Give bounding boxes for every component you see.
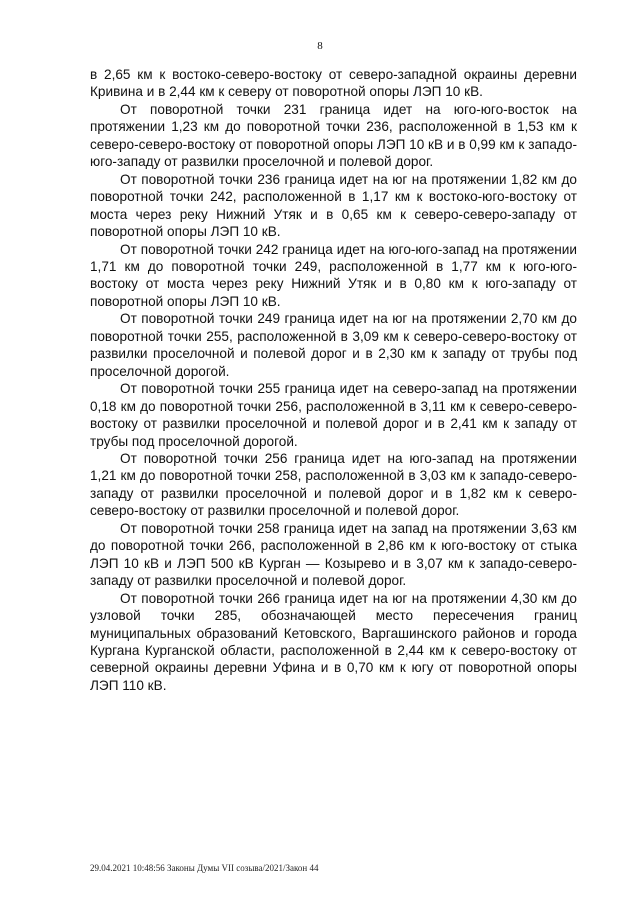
paragraph: От поворотной точки 256 граница идет на юго-запад на протяжении 1,21 км до поворотной точки 258, расположенной в 3,03 км к западо-северо-западу от развилки проселочной и полевой дорог и в 1,82 км к северо-северо-востоку от развилки проселочной и полевой дорог.: [90, 450, 577, 519]
paragraph: От поворотной точки 255 граница идет на северо-запад на протяжении 0,18 км до поворотной точки 256, расположенной в 3,11 км к северо-северо-востоку от развилки проселочной и полевой дорог и в 2,41 км к западу от трубы под проселочной дорогой.: [90, 381, 577, 449]
document-body: [90, 66, 577, 694]
page-number: 8: [317, 40, 323, 52]
paragraph: От поворотной точки 249 граница идет на юг на протяжении 2,70 км до поворотной точки 255, расположенной в 3,09 км к северо-северо-востоку от развилки проселочной и полевой дорог и в 2,30 км к западу от трубы под проселочной дорогой.: [90, 311, 577, 379]
paragraph: От поворотной точки 236 граница идет на юг на протяжении 1,82 км до поворотной точки 242, расположенной в 1,17 км к востоко-юго-востоку от моста через реку Нижний Утяк и в 0,65 км к северо-северо-западу от поворотной опоры ЛЭП 10 кВ.: [90, 171, 577, 240]
footer-stamp: 29.04.2021 10:48:56 Законы Думы VII созыва/2021/Закон 44: [90, 863, 319, 873]
paragraph: От поворотной точки 266 граница идет на юг на протяжении 4,30 км до узловой точки 285, обозначающей место пересечения границ муниципальных образований Кетовского, Варгашинского районов и города Кургана Курганской области, расположенной в 2,44 км к северо-востоку от северной окраины деревни Уфина и в 0,70 км к югу от поворотной опоры ЛЭП 110 кВ.: [90, 590, 577, 693]
paragraph: От поворотной точки 231 граница идет на юго-юго-восток на протяжении 1,23 км до поворотной точки 236, расположенной в 1,53 км к северо-северо-востоку от поворотной опоры ЛЭП 10 кВ и в 0,99 км к западо-юго-западу от развилки проселочной и полевой дорог.: [90, 101, 577, 170]
side-watermark: [617, 540, 623, 840]
paragraph: От поворотной точки 242 граница идет на юго-юго-запад на протяжении 1,71 км до поворотной точки 249, расположенной в 1,77 км к юго-юго-востоку от моста через реку Нижний Утяк и в 0,80 км к юго-западу от поворотной опоры ЛЭП 10 кВ.: [90, 241, 577, 309]
paragraph: От поворотной точки 258 граница идет на запад на протяжении 3,63 км до поворотной точки 266, расположенной в 2,86 км к юго-востоку от стыка ЛЭП 10 кВ и ЛЭП 500 кВ Курган — Козырево и в 3,07 км к западо-северо-западу от развилки проселочной и полевой дорог.: [90, 520, 577, 589]
paragraph: в 2,65 км к востоко-северо-востоку от северо-западной окраины деревни Кривина и в 2,44 км к северу от поворотной опоры ЛЭП 10 кВ.: [90, 67, 577, 100]
